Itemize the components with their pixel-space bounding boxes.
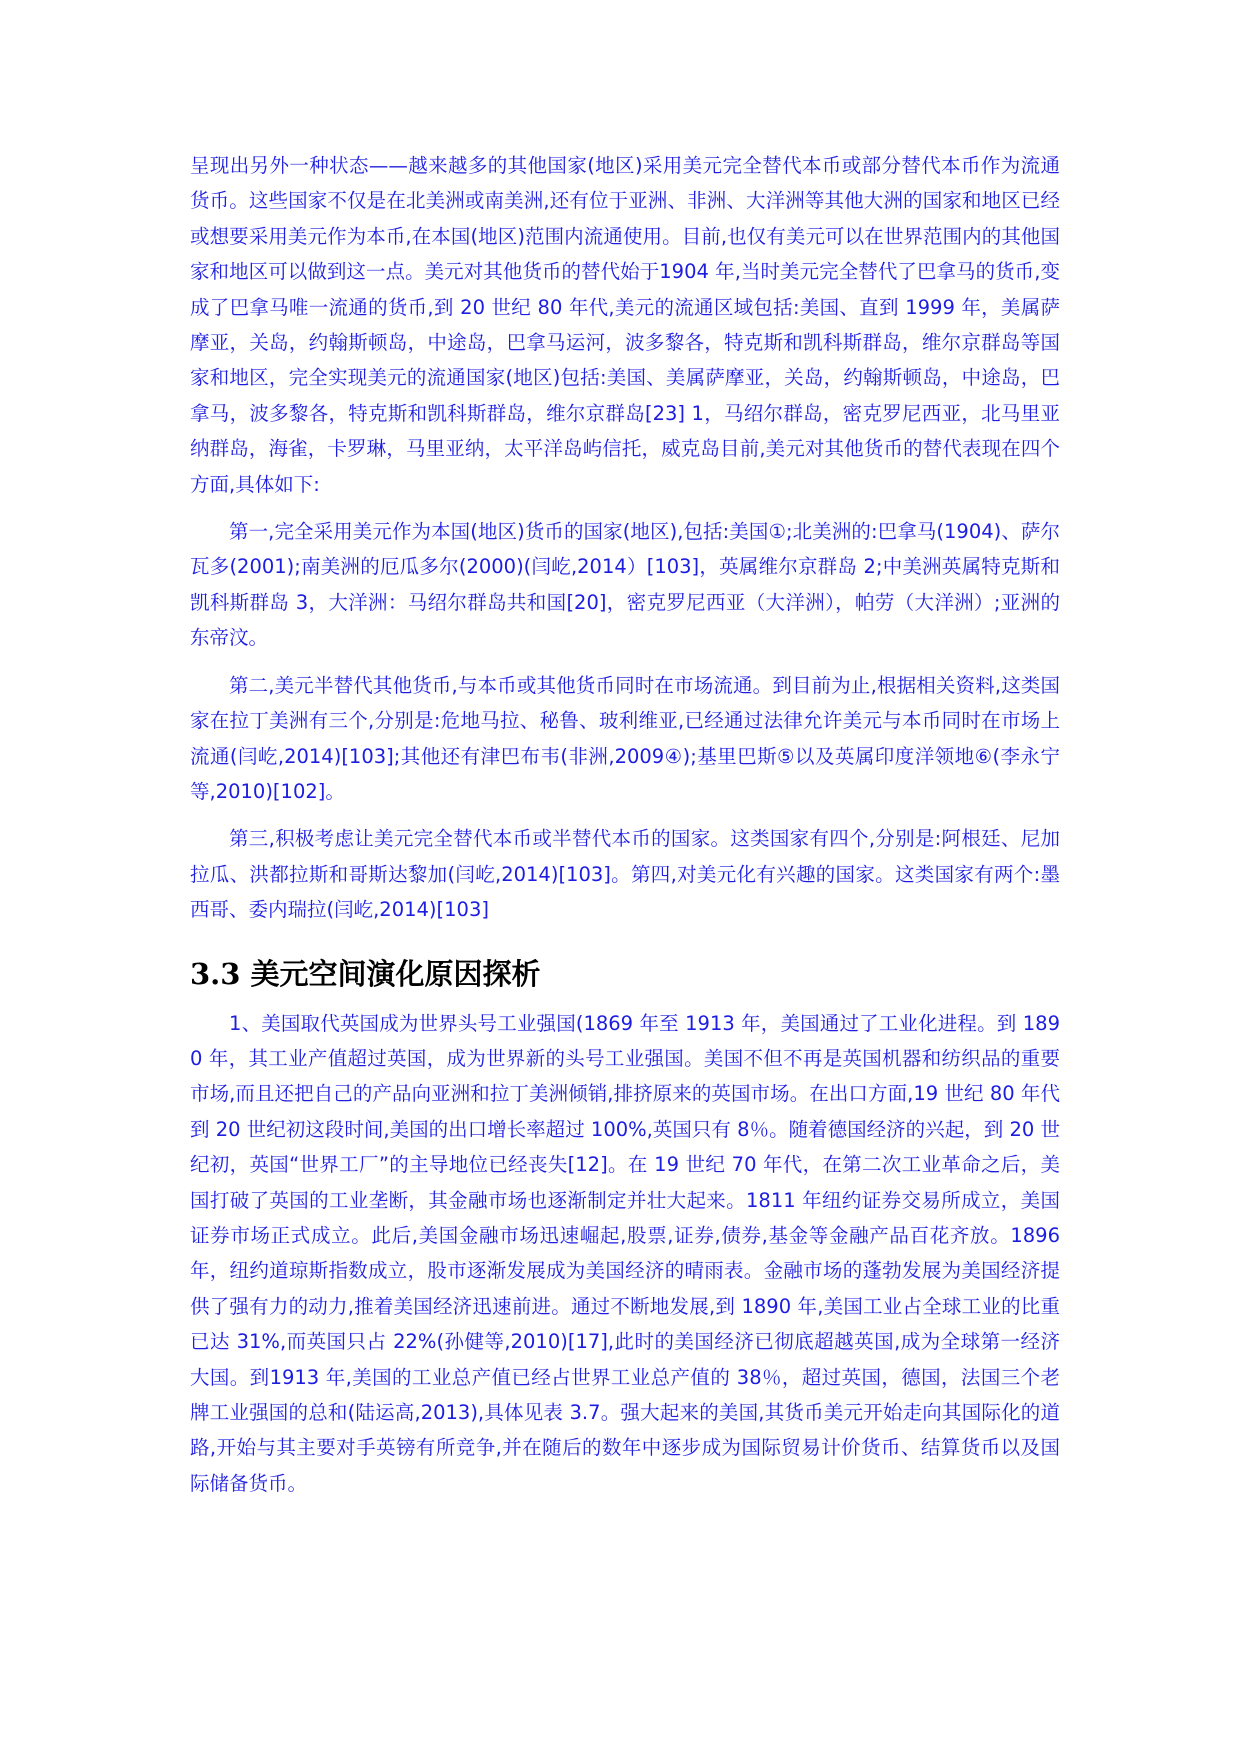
body-paragraph: 第一,完全采用美元作为本国(地区)货币的国家(地区),包括:美国①;北美洲的:巴拿马(1904)、萨尔瓦多(2001);南美洲的厄瓜多尔(2000)(闫屹,2014）[103]，英属维尔京群岛 2;中美洲英属特克斯和凯科斯群岛 3，大洋洲：马绍尔群岛共和国[20]，密克罗尼西亚（大洋洲），帕劳（大洋洲）;亚洲的东帝汶。	[190, 520, 1060, 650]
body-paragraph: 1、美国取代英国成为世界头号工业强国(1869 年至 1913 年，美国通过了工业化进程。到 1890 年，其工业产值超过英国，成为世界新的头号工业强国。美国不但不再是英国机器和纺织品的重要市场,而且还把自己的产品向亚洲和拉丁美洲倾销,排挤原来的英国市场。在出口方面,19 世纪 80 年代到 20 世纪初这段时间,美国的出口增长率超过 100%,英国只有 8％。随着德国经济的兴起，到 20 世纪初，英国“世界工厂”的主导地位已经丧失[12]。在 19 世纪 70 年代，在第二次工业革命之后，美国打破了英国的工业垄断，其金融市场也逐渐制定并壮大起来。1811 年纽约证券交易所成立，美国证券市场正式成立。此后,美国金融市场迅速崛起,股票,证券,债券,基金等金融产品百花齐放。1896 年，纽约道琼斯指数成立，股市逐渐发展成为美国经济的晴雨表。金融市场的蓬勃发展为美国经济提供了强有力的动力,推着美国经济迅速前进。通过不断地发展,到 1890 年,美国工业占全球工业的比重已达 31%,而英国只占 22%(孙健等,2010)[17],此时的美国经济已彻底超越英国,成为全球第一经济大国。到1913 年,美国的工业总产值已经占世界工业总产值的 38％，超过英国，德国，法国三个老牌工业强国的总和(陆运高,2013),具体见表 3.7。强大起来的美国,其货币美元开始走向其国际化的道路,开始与其主要对手英镑有所竞争,并在随后的数年中逐步成为国际贸易计价货币、结算货币以及国际储备货币。	[190, 1011, 1060, 1495]
body-paragraph: 第三,积极考虑让美元完全替代本币或半替代本币的国家。这类国家有四个,分别是:阿根廷、尼加拉瓜、洪都拉斯和哥斯达黎加(闫屹,2014)[103]。第四,对美元化有兴趣的国家。这类国家有两个:墨西哥、委内瑞拉(闫屹,2014)[103]	[190, 827, 1060, 922]
document-page	[190, 148, 1060, 1501]
body-paragraph: 呈现出另外一种状态——越来越多的其他国家(地区)采用美元完全替代本币或部分替代本币作为流通货币。这些国家不仅是在北美洲或南美洲,还有位于亚洲、非洲、大洋洲等其他大洲的国家和地区已经或想要采用美元作为本币,在本国(地区)范围内流通使用。目前,也仅有美元可以在世界范围内的其他国家和地区可以做到这一点。美元对其他货币的替代始于1904 年,当时美元完全替代了巴拿马的货币,变成了巴拿马唯一流通的货币,到 20 世纪 80 年代,美元的流通区域包括:美国、直到 1999 年，美属萨摩亚，关岛，约翰斯顿岛，中途岛，巴拿马运河，波多黎各，特克斯和凯科斯群岛，维尔京群岛等国家和地区，完全实现美元的流通国家(地区)包括:美国、美属萨摩亚，关岛，约翰斯顿岛，中途岛，巴拿马，波多黎各，特克斯和凯科斯群岛，维尔京群岛[23] 1，马绍尔群岛，密克罗尼西亚，北马里亚纳群岛，海雀，卡罗琳，马里亚纳，太平洋岛屿信托，威克岛目前,美元对其他货币的替代表现在四个方面,具体如下:	[190, 154, 1060, 496]
body-paragraph: 第二,美元半替代其他货币,与本币或其他货币同时在市场流通。到目前为止,根据相关资料,这类国家在拉丁美洲有三个,分别是:危地马拉、秘鲁、玻利维亚,已经通过法律允许美元与本币同时在市场上流通(闫屹,2014)[103];其他还有津巴布韦(非洲,2009④);基里巴斯⑤以及英属印度洋领地⑥(李永宁等,2010)[102]。	[190, 673, 1060, 803]
section-heading: 3.3 美元空间演化原因探析	[190, 956, 541, 991]
